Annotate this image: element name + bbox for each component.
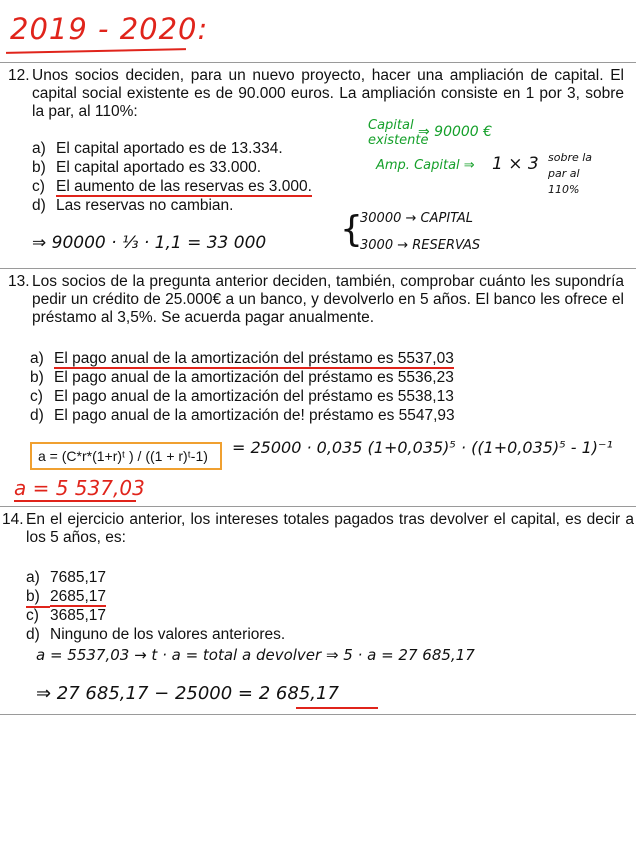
note-amp-capital: Amp. Capital ⇒ bbox=[376, 158, 475, 173]
question-text: En el ejercicio anterior, los intereses totales pagados tras devolver el capital, es decir a los 5 años, es: bbox=[26, 511, 634, 546]
option-a: a) 7685,17 bbox=[26, 569, 107, 586]
calc-q13: = 25000 · 0,035 (1+0,035)⁵ · ((1+0,035)⁵ - 1)⁻¹ bbox=[232, 438, 613, 457]
result-q13: a = 5 537,03 bbox=[14, 476, 145, 500]
brace-icon: { bbox=[340, 209, 363, 250]
option-c: c) 3685,17 bbox=[26, 607, 107, 624]
calc-q14-line1: a = 5537,03 → t · a = total a devolver ⇒ 5 · a = 27 685,17 bbox=[36, 646, 475, 664]
option-c: c) El pago anual de la amortización del préstamo es 5538,13 bbox=[30, 388, 454, 405]
note-amp-value: 1 × 3 bbox=[492, 154, 539, 174]
res-capital: 30000 → CAPITAL bbox=[360, 211, 474, 226]
option-b: b) El capital aportado es 33.000. bbox=[32, 159, 262, 176]
option-c-correct: c) El aumento de las reservas es 3.000. bbox=[32, 178, 312, 195]
question-number: 13. bbox=[8, 273, 30, 290]
divider bbox=[0, 506, 636, 507]
page-title: 2019 - 2020: bbox=[10, 12, 209, 46]
option-b: b) El pago anual de la amortización del préstamo es 5536,23 bbox=[30, 369, 454, 386]
note-sobre-la-par: sobre la par al 110% bbox=[548, 151, 593, 196]
result-underline bbox=[14, 500, 136, 502]
divider bbox=[0, 62, 636, 63]
question-number: 12. bbox=[8, 67, 30, 84]
option-b-correct: b) 2685,17 bbox=[26, 588, 106, 608]
divider bbox=[0, 268, 636, 269]
option-d: d) Ninguno de los valores anteriores. bbox=[26, 626, 286, 643]
note-capital-existente: Capital existente bbox=[368, 118, 429, 148]
calc-q14-line2: ⇒ 27 685,17 − 25000 = 2 685,17 bbox=[36, 683, 339, 704]
formula-box: a = (C*r*(1+r)ᵗ ) / ((1 + r)ᵗ-1) bbox=[30, 442, 222, 470]
divider bbox=[0, 714, 636, 715]
question-text: Unos socios deciden, para un nuevo proyecto, hacer una ampliación de capital. El capital social existente es de 90.000 euros. La ampliación consiste en 1 por 3, sobre la par, al 110%: bbox=[32, 67, 624, 120]
option-a: a) El capital aportado es de 13.334. bbox=[32, 140, 283, 157]
calc-q12: ⇒ 90000 · ⅓ · 1,1 = 33 000 bbox=[32, 233, 267, 253]
note-capital-value: ⇒ 90000 € bbox=[418, 124, 493, 140]
result-underline bbox=[296, 707, 378, 709]
question-number: 14. bbox=[2, 511, 24, 528]
option-d: d) El pago anual de la amortización de! préstamo es 5547,93 bbox=[30, 407, 455, 424]
title-underline bbox=[6, 48, 186, 54]
res-reservas: 3000 → RESERVAS bbox=[360, 238, 481, 253]
option-a-correct: a) El pago anual de la amortización del préstamo es 5537,03 bbox=[30, 350, 454, 367]
option-d: d) Las reservas no cambian. bbox=[32, 197, 234, 214]
question-text: Los socios de la pregunta anterior deciden, también, comprobar cuánto les supondría pedir un crédito de 25.000€ a un banco, y devolverlo en 5 años. El banco les ofrece el préstamo al 3,5%. Se acuerda pagar anualmente. bbox=[32, 273, 624, 326]
